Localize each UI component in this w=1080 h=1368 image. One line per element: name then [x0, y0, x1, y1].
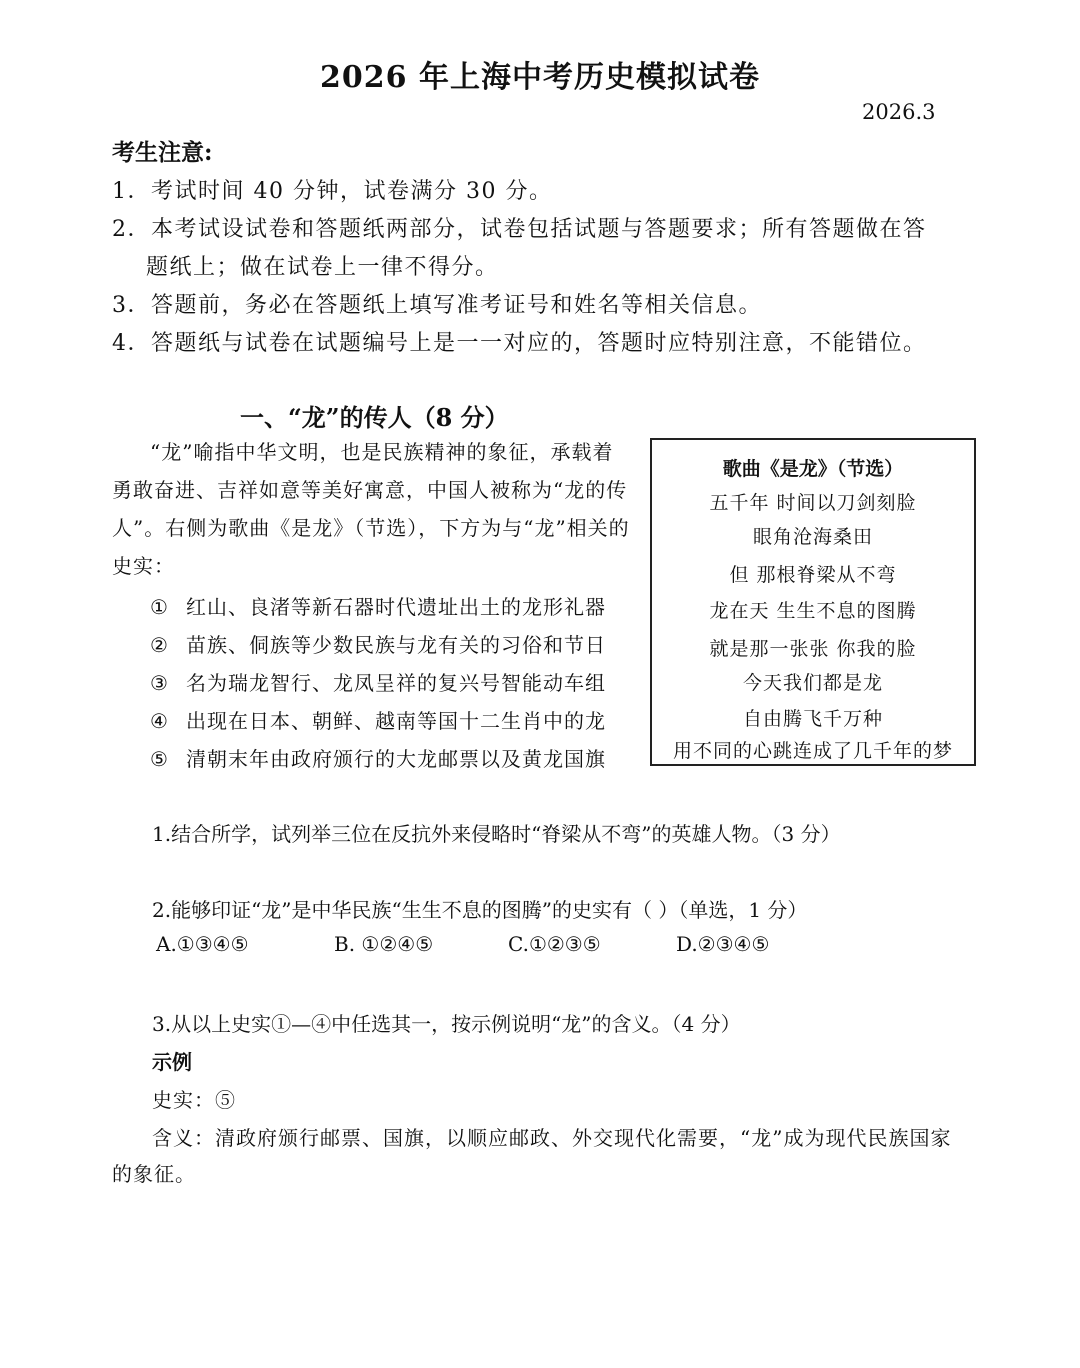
song-line: 今天我们都是龙: [742, 672, 883, 694]
example-meaning-continued: 的象征。: [112, 1162, 196, 1186]
example-heading: 示例: [152, 1050, 192, 1074]
question-3: 3.从以上史实①—④中任选其一，按示例说明“龙”的含义。（4 分）: [152, 1012, 741, 1036]
intro-line-1: “龙”喻指中华文明，也是民族精神的象征，承载着: [150, 440, 614, 464]
section-heading: 一、“龙”的传人（8 分）: [240, 403, 509, 432]
fact-number: ①: [150, 595, 169, 619]
fact-text: 清朝末年由政府颁行的大龙邮票以及黄龙国旗: [186, 747, 606, 771]
song-line: 龙在天 生生不息的图腾: [709, 600, 917, 622]
song-line: 五千年 时间以刀剑刻脸: [709, 492, 917, 514]
song-lyrics-box: [650, 438, 976, 766]
option-a: A.①③④⑤: [156, 932, 249, 956]
fact-text: 红山、良渚等新石器时代遗址出土的龙形礼器: [186, 595, 606, 619]
fact-number: ⑤: [150, 747, 169, 771]
intro-line-2: 勇敢奋进、吉祥如意等美好寓意，中国人被称为“龙的传: [112, 478, 628, 502]
option-b: B. ①②④⑤: [334, 932, 434, 956]
fact-text: 出现在日本、朝鲜、越南等国十二生肖中的龙: [186, 709, 606, 733]
fact-number: ②: [150, 633, 169, 657]
notice-item-2-continued: 题纸上；做在试卷上一律不得分。: [146, 255, 499, 280]
option-c: C.①②③⑤: [508, 932, 601, 956]
notice-item-2: 2．本考试设试卷和答题纸两部分，试卷包括试题与答题要求；所有答题做在答: [112, 217, 927, 242]
song-line: 就是那一张张 你我的脸: [709, 638, 917, 660]
fact-number: ④: [150, 709, 169, 733]
song-line: 自由腾飞千万种: [742, 708, 883, 730]
notice-item-1: 1．考试时间 40 分钟，试卷满分 30 分。: [112, 179, 553, 204]
fact-item: [150, 591, 606, 620]
option-d: D.②③④⑤: [676, 932, 770, 956]
fact-item: [150, 667, 606, 696]
notice-heading: 考生注意:: [112, 139, 213, 166]
fact-text: 苗族、侗族等少数民族与龙有关的习俗和节日: [186, 633, 606, 657]
intro-line-3: 人”。右侧为歌曲《是龙》（节选），下方为与“龙”相关的: [112, 516, 630, 540]
song-line: 眼角沧海桑田: [752, 526, 873, 548]
exam-date: 2026.3: [862, 100, 936, 124]
question-2: 2.能够印证“龙”是中华民族“生生不息的图腾”的史实有（ ）（单选，1 分）: [152, 898, 808, 922]
example-meaning: 含义：清政府颁行邮票、国旗，以顺应邮政、外交现代化需要，“龙”成为现代民族国家: [152, 1126, 952, 1150]
notice-item-3: 3．答题前，务必在答题纸上填写准考证号和姓名等相关信息。: [112, 293, 762, 318]
fact-number: ③: [150, 671, 169, 695]
exam-title: 2026 年上海中考历史模拟试卷: [320, 60, 760, 95]
song-line: 用不同的心跳连成了几千年的梦: [672, 740, 953, 762]
example-fact: 史实：⑤: [152, 1088, 236, 1112]
song-line: 但 那根脊梁从不弯: [729, 564, 897, 586]
intro-line-4: 史实：: [112, 554, 175, 578]
notice-item-4: 4．答题纸与试卷在试题编号上是一一对应的，答题时应特别注意，不能错位。: [112, 331, 927, 356]
song-title: 歌曲《是龙》（节选）: [722, 458, 904, 480]
fact-text: 名为瑞龙智行、龙凤呈祥的复兴号智能动车组: [186, 671, 606, 695]
question-1: 1.结合所学，试列举三位在反抗外来侵略时“脊梁从不弯”的英雄人物。（3 分）: [152, 822, 841, 846]
fact-item: [150, 743, 606, 772]
fact-item: [150, 705, 606, 734]
fact-item: [150, 629, 606, 658]
